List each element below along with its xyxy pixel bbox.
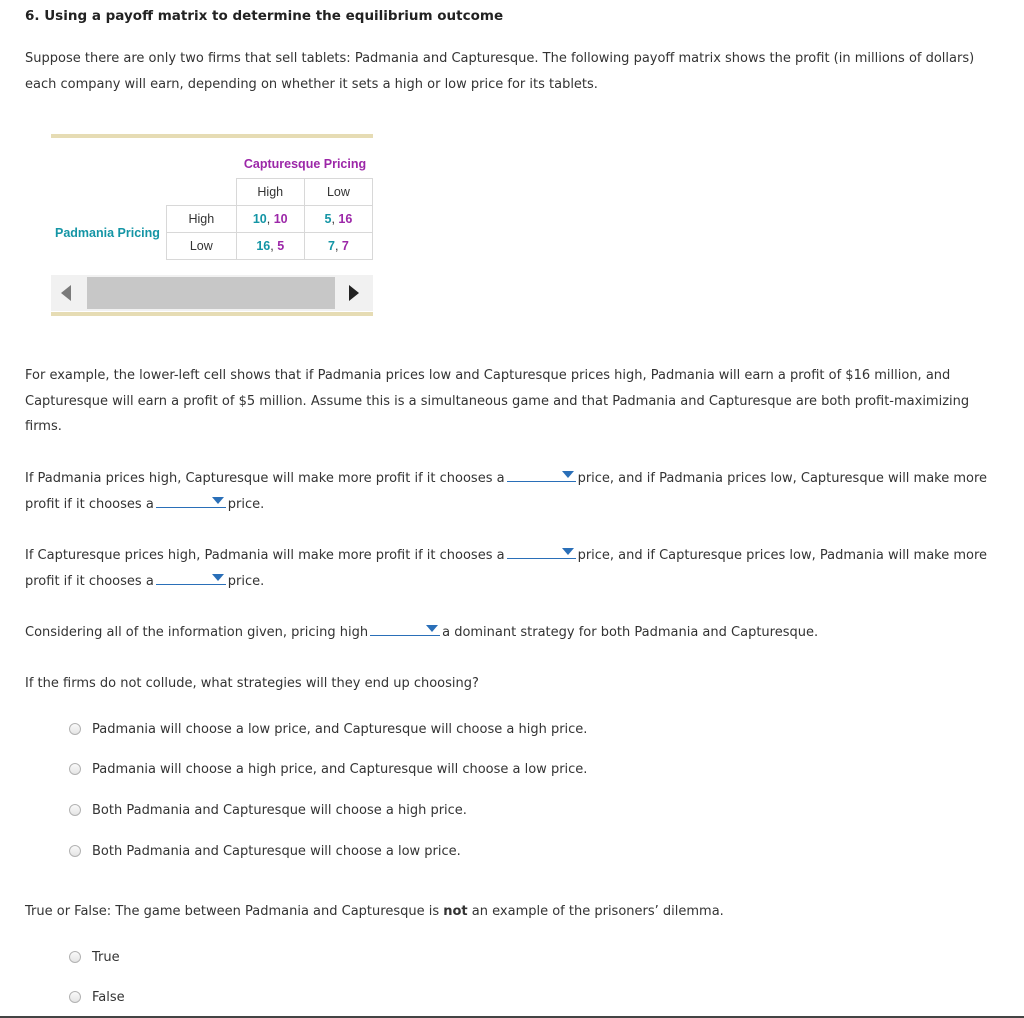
scroll-thumb[interactable]	[87, 277, 335, 309]
capturesque-payoff: 16	[338, 212, 353, 226]
chevron-down-icon	[562, 548, 574, 555]
radio-button[interactable]	[69, 845, 81, 857]
example-paragraph: For example, the lower-left cell shows that if Padmania prices low and Capturesque prices high, Padmania will earn a profit of $16 million, and Capturesque will earn a profit of $5 million. Assume this is a simultaneous game and that Padmania and Capturesque are both profit-maximizing firms.	[25, 368, 970, 434]
question-3: Considering all of the information given, pricing high a dominant strategy for both Padmania and Capturesque.	[25, 620, 1005, 646]
row-header-high: High	[167, 206, 237, 233]
question-5-prompt: True or False: The game between Padmania and Capturesque is not an example of the prisoners’ dilemma.	[25, 904, 724, 919]
row-header-low: Low	[167, 233, 237, 260]
strategy-option-4[interactable]: Both Padmania and Capturesque will choose a low price.	[69, 841, 461, 861]
cell-high-high: 10, 10	[236, 206, 304, 233]
question-2: If Capturesque prices high, Padmania will make more profit if it chooses a price, and if Capturesque prices low, Padmania will make more profit if it chooses a price.	[25, 543, 1005, 594]
intro-line-2: each company will earn, depending on whether it sets a high or low price for its tablets.	[25, 76, 598, 92]
capturesque-payoff: 10	[273, 212, 288, 226]
matrix-top-border	[51, 134, 373, 138]
scroll-right-arrow-icon[interactable]	[349, 285, 359, 301]
question-title: 6. Using a payoff matrix to determine the equilibrium outcome	[25, 8, 504, 24]
intro-line-1: Suppose there are only two firms that sell tablets: Padmania and Capturesque. The following payoff matrix shows the profit (in millions of dollars)	[25, 51, 975, 66]
padmania-payoff: 16	[256, 239, 271, 253]
cell-low-high: 16, 5	[236, 233, 304, 260]
question-1: If Padmania prices high, Capturesque will make more profit if it chooses a price, and if Padmania prices low, Capturesque will make more profit if it chooses a price.	[25, 466, 1005, 517]
capturesque-best-response-high-dropdown[interactable]	[507, 467, 576, 482]
radio-button[interactable]	[69, 804, 81, 816]
col-header-low: Low	[304, 179, 372, 206]
chevron-down-icon	[212, 574, 224, 581]
chevron-down-icon	[562, 471, 574, 478]
strategy-option-1[interactable]: Padmania will choose a low price, and Capturesque will choose a high price.	[69, 719, 587, 739]
payoff-matrix	[166, 178, 373, 260]
row-player-label: Padmania Pricing	[55, 226, 160, 240]
scroll-left-arrow-icon[interactable]	[61, 285, 71, 301]
chevron-down-icon	[426, 625, 438, 632]
cell-high-low: 5, 16	[304, 206, 372, 233]
padmania-best-response-high-dropdown[interactable]	[507, 544, 576, 559]
false-option[interactable]: False	[69, 987, 125, 1007]
true-option[interactable]: True	[69, 947, 120, 967]
radio-button[interactable]	[69, 991, 81, 1003]
strategy-option-2[interactable]: Padmania will choose a high price, and Capturesque will choose a low price.	[69, 759, 587, 779]
capturesque-best-response-low-dropdown[interactable]	[156, 493, 226, 508]
capturesque-payoff: 5	[277, 239, 285, 253]
capturesque-payoff: 7	[341, 239, 349, 253]
col-header-high: High	[236, 179, 304, 206]
column-player-label: Capturesque Pricing	[243, 157, 367, 171]
matrix-bottom-border	[51, 312, 373, 316]
radio-button[interactable]	[69, 723, 81, 735]
question-4-prompt: If the firms do not collude, what strategies will they end up choosing?	[25, 676, 479, 691]
payoff-matrix-panel	[51, 134, 373, 316]
padmania-payoff: 10	[252, 212, 267, 226]
cell-low-low: 7, 7	[304, 233, 372, 260]
horizontal-scrollbar[interactable]	[51, 275, 373, 311]
chevron-down-icon	[212, 497, 224, 504]
padmania-best-response-low-dropdown[interactable]	[156, 570, 226, 585]
dominant-strategy-dropdown[interactable]	[370, 621, 440, 636]
intro-paragraph	[25, 46, 1005, 97]
padmania-payoff: 7	[327, 239, 335, 253]
padmania-payoff: 5	[324, 212, 332, 226]
strategy-option-3[interactable]: Both Padmania and Capturesque will choose a high price.	[69, 800, 467, 820]
radio-button[interactable]	[69, 951, 81, 963]
radio-button[interactable]	[69, 763, 81, 775]
